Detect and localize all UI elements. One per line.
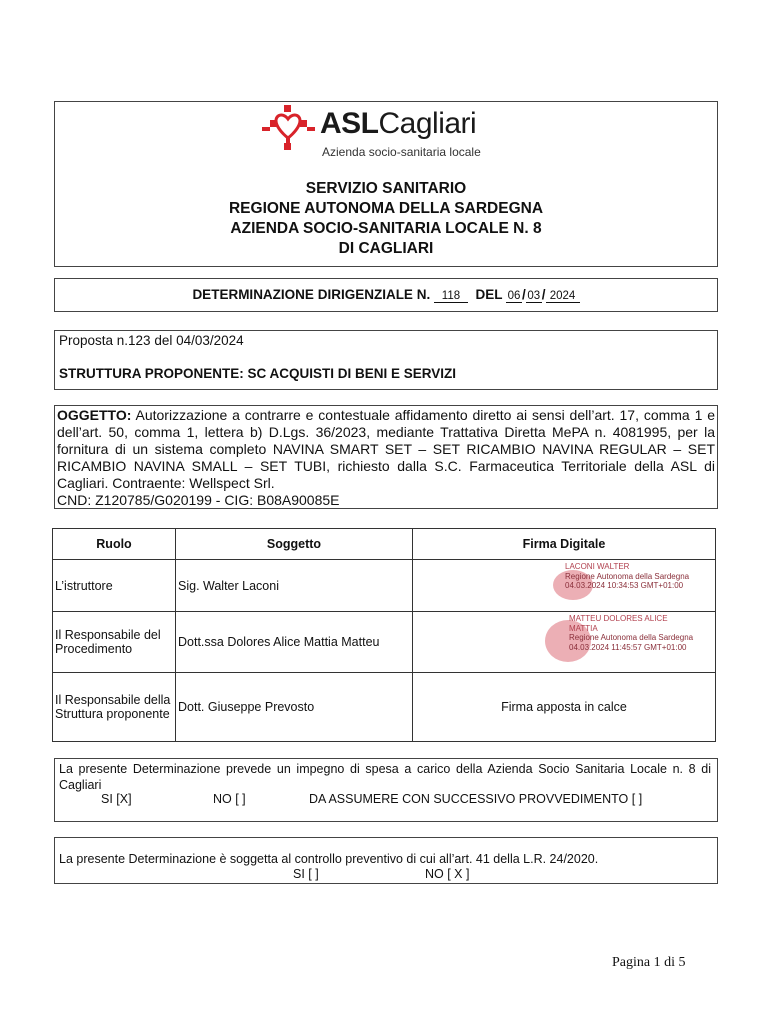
controllo-no: NO [ X ] xyxy=(425,867,470,881)
table-row xyxy=(53,612,716,673)
proposta-line: Proposta n.123 del 04/03/2024 xyxy=(59,333,244,348)
logo-name: ASLCagliari xyxy=(320,107,477,140)
col-header-firma: Firma Digitale xyxy=(413,529,716,560)
controllo-si: SI [ ] xyxy=(293,867,319,881)
col-header-ruolo: Ruolo xyxy=(53,529,176,560)
determinazione-number: 118 xyxy=(434,290,468,303)
firma-cell xyxy=(413,612,716,673)
determinazione-line: DETERMINAZIONE DIRIGENZIALE N. 118 DEL 06 / 03 / 2024 xyxy=(55,287,717,303)
impegno-si: SI [X] xyxy=(101,792,132,806)
digital-signature xyxy=(415,612,713,672)
header-line: DI CAGLIARI xyxy=(338,240,434,257)
oggetto-label: OGGETTO: xyxy=(57,407,132,423)
date-day: 06 xyxy=(507,290,521,302)
digital-signature xyxy=(415,560,713,611)
header-title xyxy=(54,179,718,259)
date-month: 03 xyxy=(527,290,541,302)
oggetto-text: OGGETTO: Autorizzazione a contrarre e contestuale affidamento diretto ai sensi dell’art. 17, comma 1 e dell’art. 50, comma 1, lettera b) D.Lgs. 36/2023, mediante Trattativa Diretta MePA n. 4081995, per la fornitura di un sistema completo NAVINA SMART SET – SET RICAMBIO NAVINA REGULAR – SET RICAMBIO NAVINA SMALL – SET TUBI, richiesto dalla S.C. Farmaceutica Territoriale della ASL di Cagliari. Contraente: Wellspect Srl. xyxy=(57,407,715,491)
impegno-da-assumere: DA ASSUMERE CON SUCCESSIVO PROVVEDIMENTO [ ] xyxy=(309,792,643,806)
soggetto-cell: Sig. Walter Laconi xyxy=(176,560,413,612)
determinazione-label: DETERMINAZIONE DIRIGENZIALE N. xyxy=(192,287,431,302)
controllo-text: La presente Determinazione è soggetta al controllo preventivo di cui all’art. 41 della L.R. 24/2020. xyxy=(59,852,599,866)
proposta-box xyxy=(54,330,718,390)
determinazione-box xyxy=(54,278,718,312)
impegno-box xyxy=(54,758,718,822)
impegno-text: La presente Determinazione prevede un impegno di spesa a carico della Azienda Socio Sanitaria Locale n. 8 di Cagliari xyxy=(59,762,711,792)
firma-cell xyxy=(413,560,716,612)
table-header-row xyxy=(53,529,716,560)
header-line: SERVIZIO SANITARIO xyxy=(305,180,467,197)
oggetto-box xyxy=(54,405,718,509)
table-row xyxy=(53,673,716,742)
del-label: DEL xyxy=(475,287,503,302)
header-line: AZIENDA SOCIO-SANITARIA LOCALE N. 8 xyxy=(230,220,542,237)
struttura-proponente: STRUTTURA PROPONENTE: SC ACQUISTI DI BENI E SERVIZI xyxy=(59,366,457,381)
roles-table xyxy=(52,528,716,742)
header-line: REGIONE AUTONOMA DELLA SARDEGNA xyxy=(228,200,544,217)
ruolo-cell: Il Responsabile della Struttura proponente xyxy=(53,673,176,742)
page-number: Pagina 1 di 5 xyxy=(612,955,686,970)
date-year: 2024 xyxy=(546,290,580,303)
signature-text: MATTEU DOLORES ALICE MATTIA Regione Autonoma della Sardegna 04.03.2024 11:45:57 GMT+01:00 xyxy=(569,614,694,652)
soggetto-cell: Dott. Giuseppe Prevosto xyxy=(176,673,413,742)
ruolo-cell: L’istruttore xyxy=(53,560,176,612)
table-row xyxy=(53,560,716,612)
asl-logo xyxy=(262,105,502,163)
controllo-box xyxy=(54,837,718,884)
col-header-soggetto: Soggetto xyxy=(176,529,413,560)
impegno-no: NO [ ] xyxy=(213,792,246,806)
signature-text: LACONI WALTER Regione Autonoma della Sardegna 04.03.2024 10:34:53 GMT+01:00 xyxy=(565,562,690,590)
asl-cross-heart-icon xyxy=(262,105,318,157)
ruolo-cell: Il Responsabile del Procedimento xyxy=(53,612,176,673)
logo-subtitle: Azienda socio-sanitaria locale xyxy=(322,145,481,159)
soggetto-cell: Dott.ssa Dolores Alice Mattia Matteu xyxy=(176,612,413,673)
firma-cell: Firma apposta in calce xyxy=(413,673,716,742)
oggetto-cnd: CND: Z120785/G020199 - CIG: B08A90085E xyxy=(57,492,340,508)
